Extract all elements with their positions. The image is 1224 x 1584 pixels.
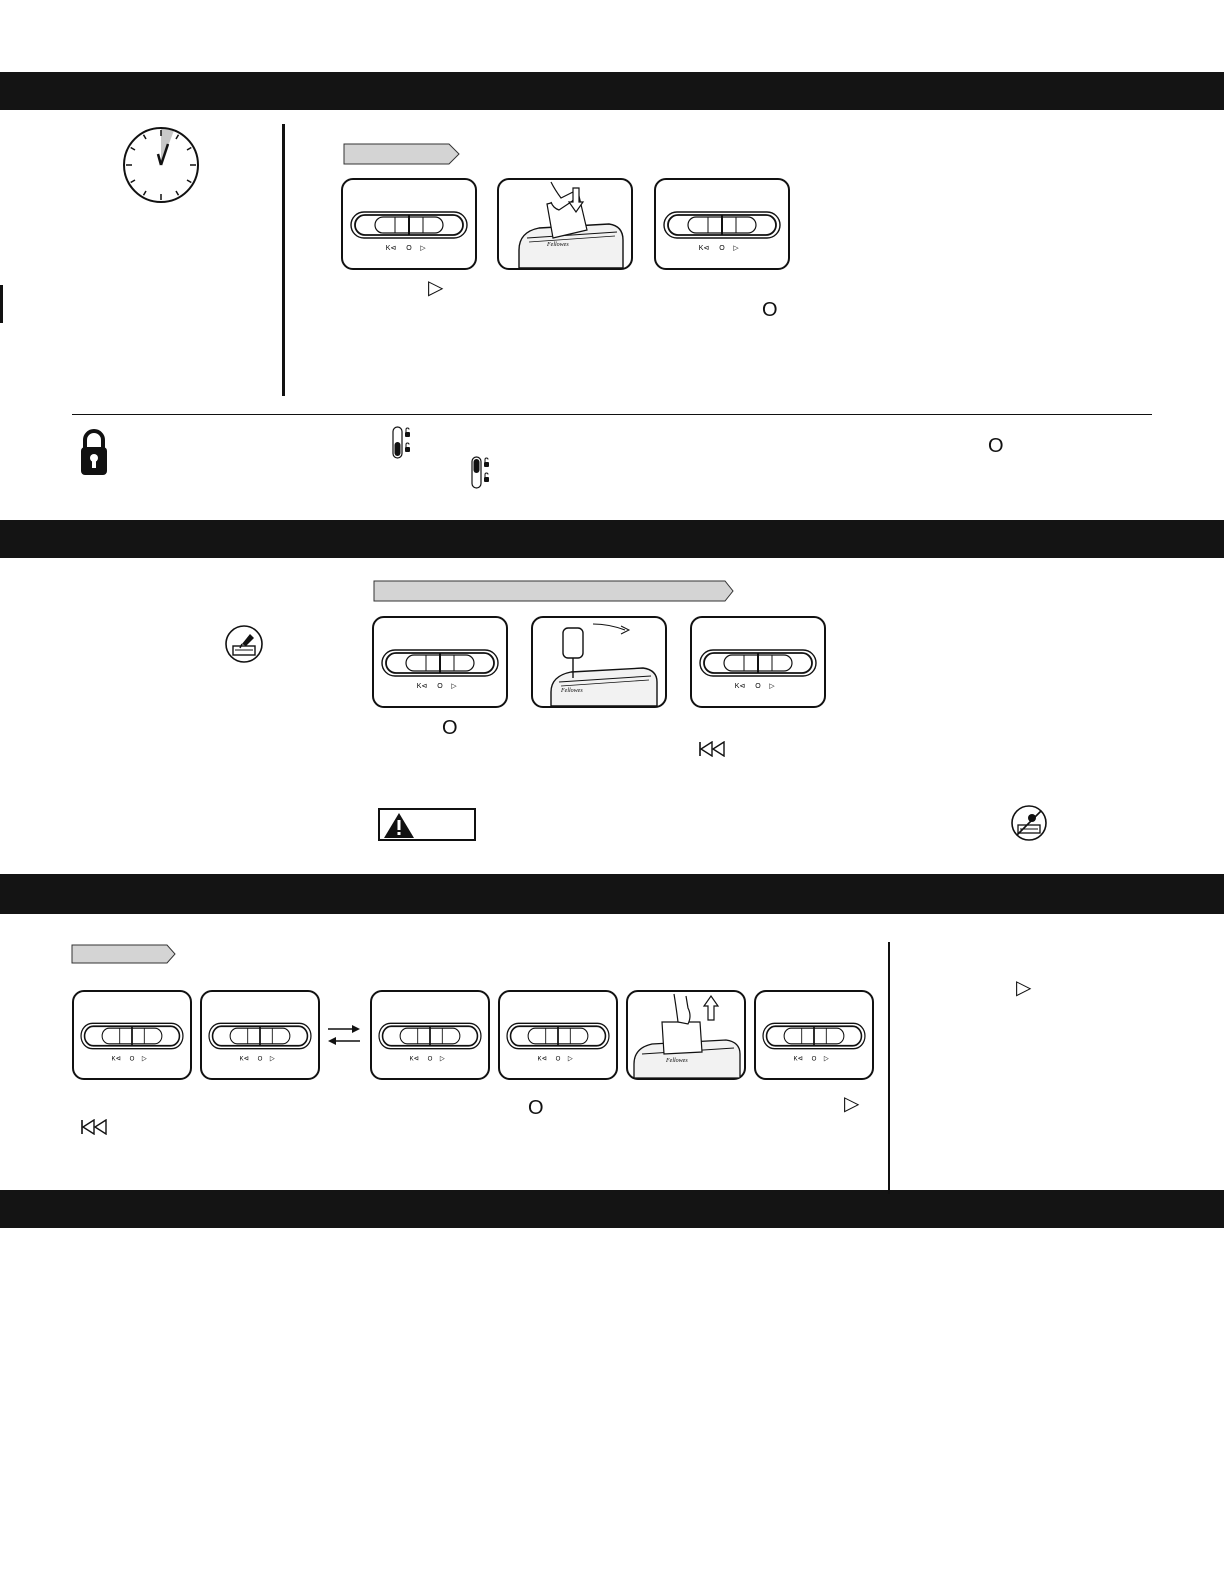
no-aerosol-icon (1010, 804, 1048, 842)
off-symbol: O (528, 1097, 544, 1119)
step-tag-arrow-1 (343, 142, 461, 166)
safety-lock-slider-icon (392, 426, 412, 460)
section3-divider (888, 942, 890, 1194)
step-tag-arrow-2 (373, 580, 735, 602)
rocker-switch-icon (74, 992, 190, 1078)
reverse-symbol-icon (80, 1119, 108, 1135)
switch-label-reverse: K⊲ (793, 1055, 803, 1063)
forward-symbol: ▷ (844, 1093, 860, 1115)
rocker-switch-icon (374, 618, 506, 706)
switch-panel-s3-5 (754, 990, 874, 1080)
section1-rule (72, 414, 1152, 415)
forward-symbol: ▷ (428, 277, 444, 299)
switch-label-off: O (406, 245, 412, 252)
warning-icon (382, 811, 416, 840)
switch-label-reverse: K⊲ (734, 683, 746, 690)
brand-label: Fellowes (666, 1058, 688, 1064)
switch-panel-s1-2 (654, 178, 790, 270)
switch-label-forward: ▷ (439, 1055, 445, 1063)
switch-label-forward: ▷ (141, 1055, 147, 1063)
step-tag-arrow-3 (71, 944, 177, 964)
section1-divider (282, 124, 285, 396)
section-band-4 (0, 1190, 1224, 1228)
off-symbol: O (762, 299, 778, 321)
off-symbol: O (442, 717, 458, 739)
switch-label-off: O (719, 245, 725, 252)
switch-panel-s3-3 (370, 990, 490, 1080)
switch-label-forward: ▷ (567, 1055, 573, 1063)
switch-label-reverse: K⊲ (698, 245, 710, 252)
switch-label-reverse: K⊲ (111, 1055, 121, 1063)
lock-icon (80, 428, 108, 476)
reverse-symbol-icon (698, 741, 726, 757)
switch-label-off: O (257, 1055, 263, 1063)
rocker-switch-icon (500, 992, 616, 1078)
switch-label-off: O (755, 683, 761, 690)
rocker-switch-icon (692, 618, 824, 706)
shredder-feed-panel-s1 (497, 178, 633, 270)
switch-label-reverse: K⊲ (409, 1055, 419, 1063)
switch-label-forward: ▷ (451, 683, 457, 690)
warning-box (378, 808, 476, 841)
section-band-1 (0, 72, 1224, 110)
paper-remove-panel (626, 990, 746, 1080)
left-margin-bar (0, 285, 3, 323)
clock-icon (120, 124, 202, 206)
switch-label-reverse: K⊲ (537, 1055, 547, 1063)
switch-label-reverse: K⊲ (385, 245, 397, 252)
shredder-paper-feed-icon (499, 180, 631, 268)
switch-label-forward: ▷ (769, 683, 775, 690)
switch-panel-s3-2 (200, 990, 320, 1080)
oil-shredder-panel (531, 616, 667, 708)
switch-panel-s2-2 (690, 616, 826, 708)
switch-label-off: O (555, 1055, 561, 1063)
switch-label-reverse: K⊲ (239, 1055, 249, 1063)
switch-label-forward: ▷ (823, 1055, 829, 1063)
off-symbol: O (988, 435, 1004, 457)
switch-label-reverse: K⊲ (416, 683, 428, 690)
section-band-3 (0, 874, 1224, 914)
switch-label-forward: ▷ (269, 1055, 275, 1063)
switch-label-off: O (811, 1055, 817, 1063)
rocker-switch-icon (372, 992, 488, 1078)
oil-shredder-icon (224, 624, 264, 664)
shredder-oil-application-icon (533, 618, 665, 706)
switch-panel-s3-1 (72, 990, 192, 1080)
rocker-switch-icon (756, 992, 872, 1078)
brand-label: Fellowes (561, 688, 583, 694)
shredder-paper-removal-icon (628, 992, 744, 1078)
switch-label-forward: ▷ (420, 245, 426, 252)
rocker-switch-icon (343, 180, 475, 268)
switch-panel-s3-4 (498, 990, 618, 1080)
rocker-switch-icon (656, 180, 788, 268)
rocker-switch-icon (202, 992, 318, 1078)
switch-panel-s1-1 (341, 178, 477, 270)
switch-label-off: O (129, 1055, 135, 1063)
safety-lock-slider-icon (471, 456, 491, 490)
switch-label-forward: ▷ (733, 245, 739, 252)
section-band-2 (0, 520, 1224, 558)
switch-panel-s2-1 (372, 616, 508, 708)
brand-label: Fellowes (547, 242, 569, 248)
switch-label-off: O (427, 1055, 433, 1063)
toggle-arrows-icon (326, 1022, 362, 1048)
switch-label-off: O (437, 683, 443, 690)
forward-symbol: ▷ (1016, 977, 1032, 999)
